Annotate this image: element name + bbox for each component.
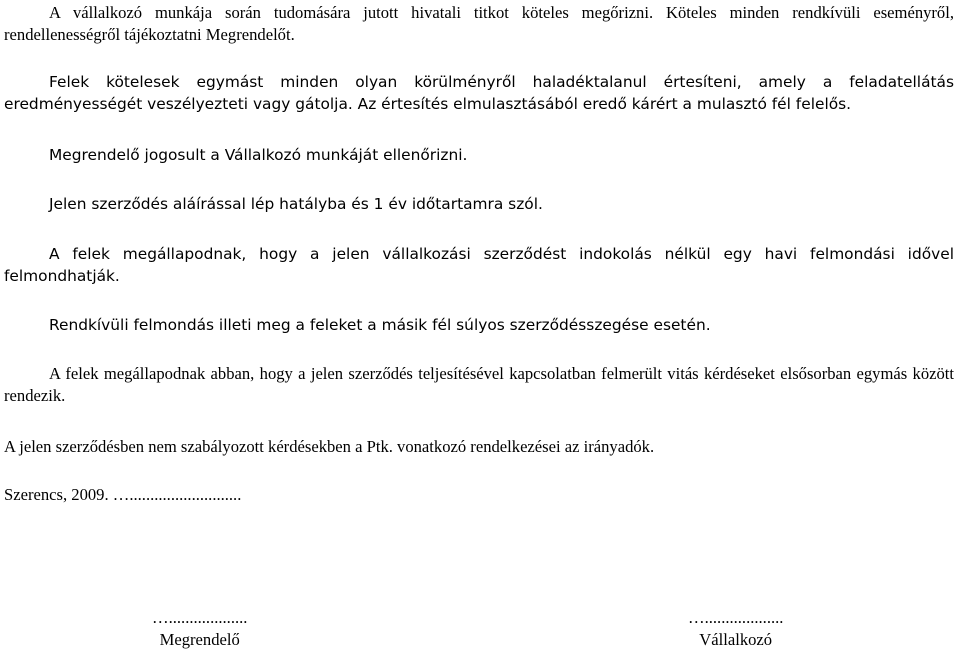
paragraph-liability-text: Az értesítés elmulasztásából eredő kárért a mulasztó fél felelős.: [352, 95, 852, 113]
paragraph-inspection-text: Megrendelő jogosult a Vállalkozó munkáját ellenőrizni.: [49, 146, 468, 164]
signature-label-client: Megrendelő: [159, 630, 240, 649]
signature-block-contractor: [688, 607, 783, 651]
paragraph-inspection: [4, 144, 954, 166]
signature-line-contractor: …...................: [688, 608, 784, 627]
paragraph-notification-text: Felek kötelesek egymást minden olyan körülményről haladéktalanul értesíteni, amely a feladatellátás eredményességét veszélyezteti vagy gátolja.: [4, 73, 954, 113]
signature-block-client: [152, 607, 247, 651]
paragraph-disputes-text: A felek megállapodnak abban, hogy a jelen szerződés teljesítésével kapcsolatban felmerült vitás kérdéseket elsősorban egymás között rendezik.: [4, 364, 954, 405]
signature-label-contractor: Vállalkozó: [699, 630, 773, 649]
paragraph-effective: [4, 193, 954, 215]
place-and-date-text: Szerencs, 2009. …...........................: [4, 485, 242, 504]
paragraph-extraordinary-termination-text: Rendkívüli felmondás illeti meg a feleket a másik fél súlyos szerződésszegése esetén.: [49, 316, 711, 334]
paragraph-disputes: [4, 363, 954, 407]
paragraph-confidentiality: [4, 2, 954, 46]
paragraph-confidentiality-text: A vállalkozó munkája során tudomására jutott hivatali titkot köteles megőrizni. Köteles minden rendkívüli eseményről, rendellenességről tájékoztatni Megrendelőt.: [4, 3, 954, 44]
signature-line-client: …...................: [152, 608, 248, 627]
contract-page: [4, 0, 954, 653]
paragraph-termination-text: A felek megállapodnak, hogy a jelen vállalkozási szerződést indokolás nélkül egy havi felmondási idővel felmondhatják.: [4, 245, 954, 285]
paragraph-extraordinary-termination: [4, 314, 954, 336]
paragraph-civil-code-text: A jelen szerződésben nem szabályozott kérdésekben a Ptk. vonatkozó rendelkezései az irányadók.: [4, 437, 655, 456]
place-and-date: [4, 484, 954, 506]
paragraph-civil-code: [4, 436, 954, 458]
paragraph-effective-text: Jelen szerződés aláírással lép hatályba és 1 év időtartamra szól.: [49, 195, 543, 213]
paragraph-termination: [4, 243, 954, 287]
paragraph-notification: [4, 71, 954, 115]
